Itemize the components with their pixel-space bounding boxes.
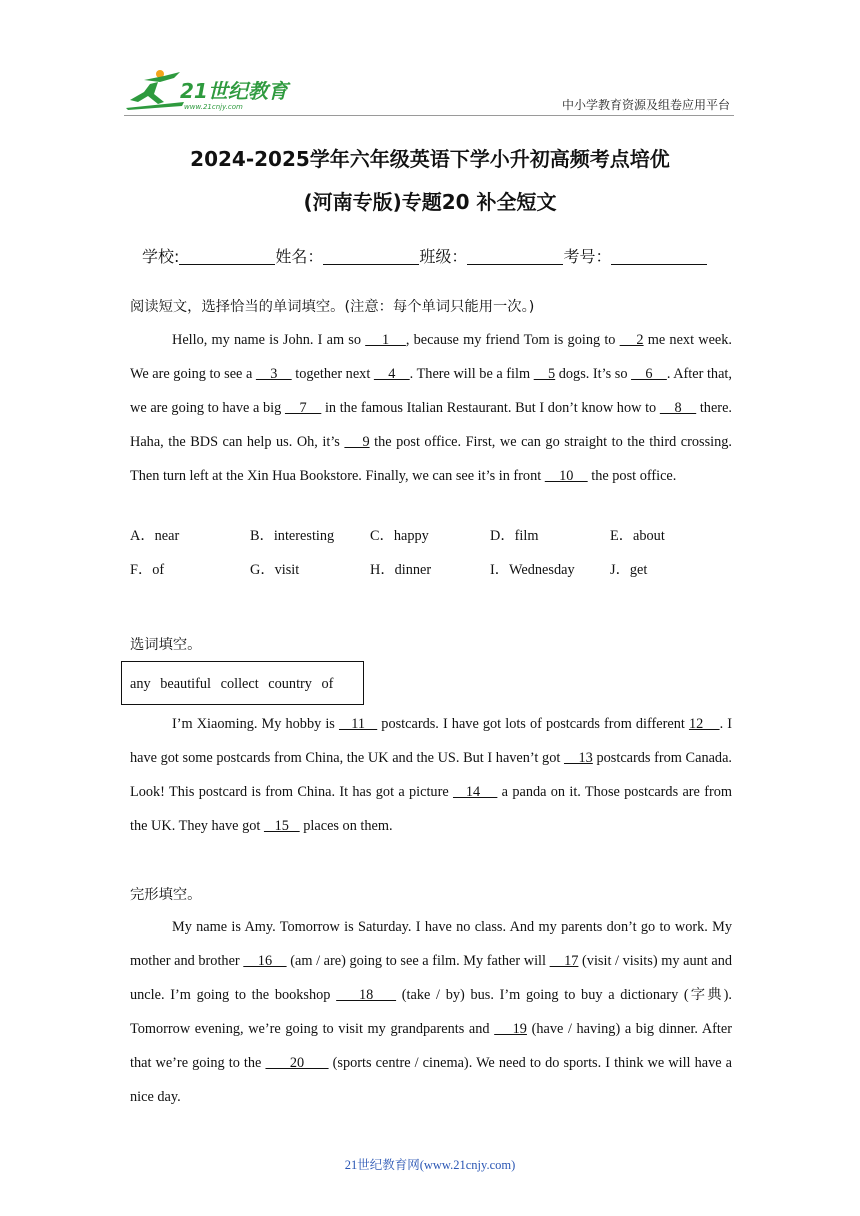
passage-text: (visit / visits) my aunt and uncle. I’m going to the bookshop	[130, 953, 733, 1003]
answer-blank[interactable]: 18	[336, 987, 397, 1003]
passage-text: there. Haha, the BDS can help us. Oh, it’s	[130, 400, 732, 450]
section3-instruction: 完形填空。	[130, 887, 202, 903]
passage-text: me next week. We are going to see a	[130, 332, 732, 382]
answer-blank[interactable]: 1	[365, 332, 406, 348]
answer-blank[interactable]: 19	[494, 1021, 527, 1037]
passage-text: (have / having) a big dinner. After that we’re going to the	[130, 1021, 732, 1071]
option-item: A．near	[130, 528, 180, 544]
option-item: F．of	[130, 562, 165, 578]
answer-blank[interactable]: 8	[659, 400, 697, 416]
answer-blank[interactable]: 12	[688, 716, 720, 732]
name-label: 姓名：	[275, 247, 324, 266]
answer-blank[interactable]: 11	[338, 716, 378, 732]
section3-passage	[130, 910, 732, 1114]
option-item: D．film	[490, 528, 539, 544]
answer-blank[interactable]: 10	[544, 468, 588, 484]
section1-passage	[130, 323, 732, 493]
answer-blank[interactable]: 13	[563, 750, 593, 766]
passage-text: (sports centre / cinema). We need to do sports. I think we will have a nice day.	[130, 1055, 732, 1105]
passage-text: (am / are) going to see a film. My father will	[286, 953, 550, 969]
word-bank: any beautiful collect country of	[121, 661, 364, 705]
number-blank[interactable]	[611, 247, 707, 265]
school-label: 学校:	[142, 247, 180, 266]
header-divider	[124, 115, 734, 116]
platform-text: 中小学教育资源及组卷应用平台	[561, 98, 730, 112]
answer-blank[interactable]: 6	[631, 366, 667, 382]
school-blank[interactable]	[179, 247, 275, 265]
passage-text: together next	[291, 366, 374, 382]
logo-text: 21世纪教育	[180, 79, 288, 103]
passage-text: My name is Amy. Tomorrow is Saturday. I have no class. And my parents don’t go to work. My mother and brother	[130, 919, 732, 969]
passage-text: postcards from Canada. Look! This postcard is from China. It has got a picture	[130, 750, 733, 800]
section2-passage	[130, 707, 732, 843]
answer-blank[interactable]: 9	[344, 434, 370, 450]
passage-text: places on them.	[299, 818, 393, 834]
option-row	[130, 525, 740, 559]
passage-text: postcards. I have got lots of postcards from different	[377, 716, 689, 732]
option-item: E．about	[610, 528, 665, 544]
answer-blank[interactable]: 14	[452, 784, 498, 800]
passage-text: the post office.	[587, 468, 677, 484]
doc-title-line2: (河南专版)专题20 补全短文	[303, 190, 557, 214]
passage-text: . After that, we are going to have a big	[130, 366, 732, 416]
passage-text: I’m Xiaoming. My hobby is	[172, 716, 339, 732]
page-footer: 21世纪教育网(www.21cnjy.com)	[344, 1158, 516, 1172]
answer-blank[interactable]: 4	[373, 366, 410, 382]
answer-blank[interactable]: 16	[243, 953, 287, 969]
option-item: G．visit	[250, 562, 300, 578]
name-blank[interactable]	[323, 247, 419, 265]
answer-blank[interactable]: 7	[284, 400, 322, 416]
passage-text: dogs. It’s so	[555, 366, 632, 382]
answer-blank[interactable]: 5	[533, 366, 556, 382]
passage-text: (take / by) bus. I’m going to buy a dictionary (字典). Tomorrow evening, we’re going to visit my grandparents and	[130, 987, 732, 1037]
passage-text: Hello, my name is John. I am so	[172, 332, 366, 348]
answer-blank[interactable]: 3	[255, 366, 292, 382]
option-item: H．dinner	[370, 562, 432, 578]
number-label: 考号：	[563, 247, 612, 266]
option-item: I．Wednesday	[490, 562, 575, 578]
site-logo	[124, 68, 294, 112]
answer-blank[interactable]: 15	[263, 818, 300, 834]
student-info-line	[142, 244, 742, 267]
passage-text: the post office. First, we can go straight to the third crossing. Then turn left at the Xin Hua Bookstore. Finally, we can see it’s in front	[130, 434, 732, 484]
passage-text: . There will be a film	[409, 366, 534, 382]
page-header	[124, 68, 734, 114]
passage-text: in the famous Italian Restaurant. But I don’t know how to	[321, 400, 660, 416]
logo-url: www.21cnjy.com	[184, 103, 243, 111]
section1-options	[130, 525, 740, 593]
answer-blank[interactable]: 17	[549, 953, 579, 969]
option-item: J．get	[610, 562, 648, 578]
answer-blank[interactable]: 20	[265, 1055, 329, 1071]
answer-blank[interactable]: 2	[619, 332, 644, 348]
section2-instruction: 选词填空。	[130, 637, 202, 653]
class-blank[interactable]	[467, 247, 563, 265]
option-row	[130, 559, 740, 593]
section1-instruction: 阅读短文，选择恰当的单词填空。(注意：每个单词只能用一次。)	[130, 299, 535, 315]
doc-title-line1: 2024-2025学年六年级英语下学小升初高频考点培优	[190, 147, 670, 171]
option-item: B．interesting	[250, 528, 335, 544]
passage-text: . I have got some postcards from China, the UK and the US. But I haven’t got	[130, 716, 732, 766]
passage-text: , because my friend Tom is going to	[405, 332, 620, 348]
passage-text: a panda on it. Those postcards are from the UK. They have got	[130, 784, 732, 834]
option-item: C．happy	[370, 528, 429, 544]
class-label: 班级：	[419, 247, 468, 266]
